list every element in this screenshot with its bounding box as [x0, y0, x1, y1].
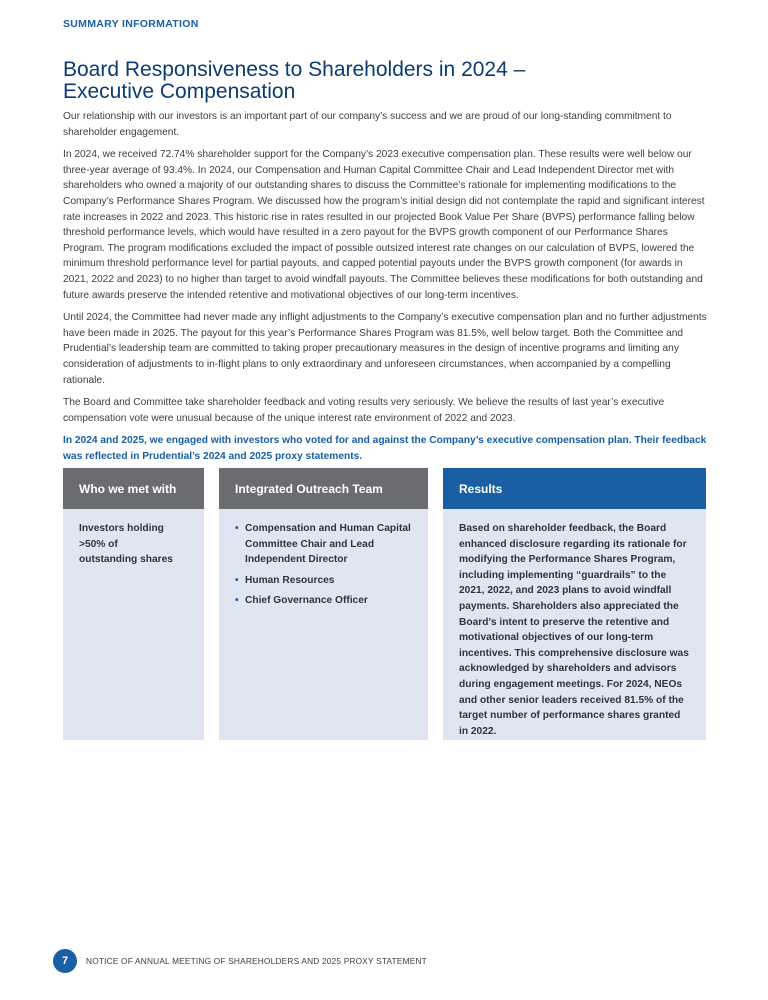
list-item-text: Human Resources	[245, 574, 335, 586]
who-we-met-with-header: Who we met with	[63, 468, 204, 509]
intro-paragraph: Our relationship with our investors is an important part of our company’s success and we are proud of our long-standing commitment to shareholder engagement.	[63, 111, 672, 138]
page-number-badge: 7	[53, 949, 77, 973]
results-header: Results	[443, 468, 706, 509]
bullet-icon: •	[235, 574, 239, 586]
engagement-highlight: In 2024 and 2025, we engaged with investors who voted for and against the Company’s executive compensation plan. Their feedback was reflected in Prudential’s 2024 and 2025 proxy statements.	[63, 435, 707, 462]
feedback-paragraph: The Board and Committee take shareholder feedback and voting results very seriously. We believe the results of last year’s executive compensation vote were unusual because of the unique interest rate environment of 2022 and 2023.	[63, 397, 665, 424]
results-text: Based on shareholder feedback, the Board enhanced disclosure regarding its rationale for modifying the Performance Shares Program, including implementing “guardrails” to the 2021, 2022, and 2023 plans to avoid windfall payments. Shareholders also appreciated the Board’s intent to preserve the retentive and motivational objectives of our long-term incentives. This comprehensive disclosure was acknowledged by shareholders and advisors during engagement meetings. For 2024, NEOs and other senior leaders received 81.5% of the target number of performance shares granted in 2022.	[459, 523, 689, 737]
outreach-team-panel	[219, 468, 428, 740]
list-item	[235, 521, 412, 568]
inflight-adjustments-paragraph: Until 2024, the Committee had never made any inflight adjustments to the Company’s executive compensation plan and no further adjustments have been made in 2025. The payout for this year’s Performance Shares Program was 81.5%, well below target. Both the Committee and Prudential’s leadership team are committed to taking proper precautionary measures in the design of incentive programs and limiting any consideration of adjustments to in-flight plans to only extraordinary and unforeseen circumstances, when accompanied by a compelling rationale.	[63, 312, 707, 386]
list-item-text: Chief Governance Officer	[245, 595, 368, 607]
page-footer	[53, 949, 427, 973]
who-line: >50% of	[79, 538, 118, 550]
results-panel	[443, 468, 706, 740]
list-item	[235, 593, 412, 609]
page-title-line-2: Executive Compensation	[63, 80, 296, 103]
who-line: Investors holding	[79, 523, 164, 534]
outreach-team-list	[235, 521, 412, 609]
who-we-met-with-panel	[63, 468, 204, 740]
bullet-icon: •	[235, 595, 239, 607]
outreach-team-body	[219, 509, 428, 609]
bullet-icon: •	[235, 523, 239, 534]
list-item-text: Compensation and Human Capital Committee Chair and Lead Independent Director	[245, 523, 411, 566]
body-text	[63, 109, 708, 471]
list-item	[235, 573, 412, 589]
page-title-line-1: Board Responsiveness to Shareholders in 2024 –	[63, 58, 526, 81]
outreach-team-header: Integrated Outreach Team	[219, 468, 428, 509]
footer-text: NOTICE OF ANNUAL MEETING OF SHAREHOLDERS AND 2025 PROXY STATEMENT	[86, 956, 427, 966]
support-results-paragraph: In 2024, we received 72.74% shareholder support for the Company’s 2023 executive compensation plan. These results were well below our three-year average of 93.4%. In 2024, our Compensation and Human Capital Committee Chair and Lead Independent Director met with shareholders who owned a majority of our outstanding shares to discuss the Committee’s rationale for implementing modifications to the Company’s Performance Shares Program. We discussed how the program’s initial design did not contemplate the rapid and significant interest rate increases in 2022 and 2023. This historic rise in rates resulted in our projected Book Value Per Share (BVPS) performance falling below threshold performance levels, which would have resulted in a zero payout for the BVPS growth component of our Performance Shares Program. The program modifications excluded the impact of possible outsized interest rate changes on our calculation of BVPS, lowered the minimum threshold performance level for partial payouts, and capped potential payouts under the BVPS growth component (for awards in 2021, 2022 and 2023) to no higher than target to avoid windfall payouts. The Committee believes these modifications for both outstanding and future awards preserve the intended retentive and motivational objectives of our long-term incentives.	[63, 149, 705, 301]
section-label: SUMMARY INFORMATION	[63, 18, 199, 30]
page-title	[63, 59, 703, 103]
who-line: outstanding shares	[79, 554, 173, 566]
who-we-met-with-body	[63, 509, 204, 568]
